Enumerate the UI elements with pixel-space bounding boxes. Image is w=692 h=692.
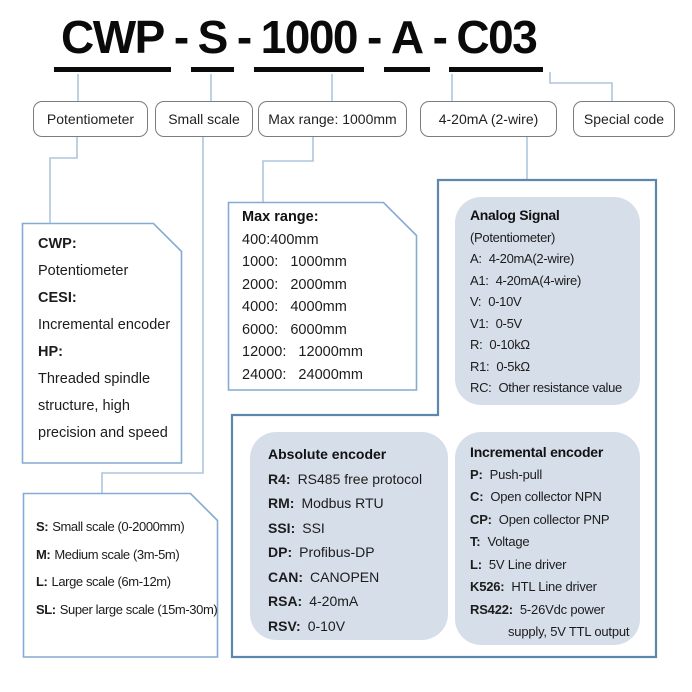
range-box-text [242,206,363,386]
absolute-value: Modbus RTU [301,495,384,511]
scale-box-text [36,513,217,623]
connector-potentiometer-detail [50,137,77,223]
scale-value: Large scale (6m-12m) [51,574,171,589]
range-row: 12000: 12000mm [242,344,363,360]
code-dash: - [173,11,188,63]
product-code-title [54,10,543,72]
scale-key: L: [36,574,48,589]
range-row: 6000: 6000mm [242,321,347,338]
series-value: Threaded spindle structure, high precision and speed [38,371,168,441]
range-row: 400:400mm [242,231,319,248]
analog-header: Analog Signal [470,207,560,223]
range-row: 4000: 4000mm [242,299,347,315]
series-key: CESI: [38,290,77,306]
series-value: Incremental encoder [38,317,171,333]
absolute-key: RM: [268,495,295,511]
code-segment-signal: A [384,10,430,72]
analog-box-text [470,205,638,399]
incremental-key: L: [470,556,482,572]
code-dash: - [367,11,381,63]
absolute-header: Absolute encoder [268,446,387,462]
absolute-value: RS485 free protocol [297,470,423,487]
absolute-key: CAN: [268,568,303,585]
absolute-box-text [268,442,440,638]
code-segment-scale: S [191,10,234,72]
analog-value: 0-5V [495,315,522,331]
analog-key: R1: [470,358,490,374]
incremental-value: HTL Line driver [511,579,597,594]
scale-key: S: [36,519,49,534]
label-box-potentiometer: Potentiometer [33,101,148,137]
code-segment-series: CWP [54,10,171,72]
connector-code-c03 [550,72,612,101]
absolute-value: CANOPEN [310,568,380,585]
incremental-key: T: [470,534,481,549]
incremental-value: 5V Line driver [488,556,567,572]
scale-value: Medium scale (3m-5m) [54,546,180,562]
incremental-key: P: [470,466,483,482]
incremental-value: Open collector PNP [498,511,610,527]
absolute-value: Profibus-DP [299,544,375,560]
label-box-analog: 4-20mA (2-wire) [420,101,557,137]
range-header: Max range: [242,209,319,225]
incremental-value: Voltage [487,534,530,549]
absolute-value: 4-20mA [309,593,359,609]
analog-value: 0-10V [488,294,522,309]
incremental-key: C: [470,489,484,504]
absolute-key: SSI: [268,519,296,536]
analog-key: RC: [470,380,492,395]
incremental-header: Incremental encoder [470,444,604,460]
series-key: CWP: [38,236,77,252]
absolute-key: RSV: [268,617,301,634]
code-dash: - [432,11,447,63]
range-row: 1000: 1000mm [242,254,347,270]
incremental-key: RS422: [470,601,513,617]
series-box-text [38,231,182,447]
analog-subheader: (Potentiometer) [470,229,556,245]
analog-key: V1: [470,315,489,331]
analog-value: 4-20mA(2-wire) [488,251,575,266]
absolute-key: DP: [268,544,293,560]
absolute-value: SSI [302,519,325,536]
code-dash: - [236,11,251,63]
analog-value: 0-5kΩ [496,358,530,374]
analog-key: V: [470,294,482,309]
analog-value: 4-20mA(4-wire) [495,272,581,288]
analog-value: 0-10kΩ [489,337,530,352]
code-segment-special: C03 [449,10,543,72]
incremental-key: CP: [470,511,492,527]
label-box-max-range: Max range: 1000mm [258,101,407,137]
code-segment-range: 1000 [254,10,364,72]
series-key: HP: [38,344,63,360]
incremental-value: Push-pull [489,466,543,482]
incremental-value: 5-26Vdc power [519,601,605,617]
label-box-small-scale: Small scale [155,101,253,137]
absolute-key: RSA: [268,593,303,609]
incremental-key: K526: [470,579,505,594]
incremental-value-continuation: supply, 5V TTL output [508,624,630,639]
analog-key: R: [470,337,483,352]
incremental-value: Open collector NPN [490,489,602,504]
scale-key: M: [36,546,51,562]
analog-key: A1: [470,272,489,288]
analog-key: A: [470,251,482,266]
label-box-special-code: Special code [573,101,675,137]
scale-value: Super large scale (15m-30m) [59,601,218,617]
analog-value: Other resistance value [498,380,622,395]
scale-key: SL: [36,601,56,617]
absolute-key: R4: [268,470,291,487]
range-row: 2000: 2000mm [242,276,347,293]
series-value: Potentiometer [38,263,129,279]
incremental-box-text [470,441,638,644]
absolute-value: 0-10V [307,617,346,634]
scale-value: Small scale (0-2000mm) [52,519,185,534]
range-row: 24000: 24000mm [242,366,363,383]
connector-range-detail [263,137,313,202]
